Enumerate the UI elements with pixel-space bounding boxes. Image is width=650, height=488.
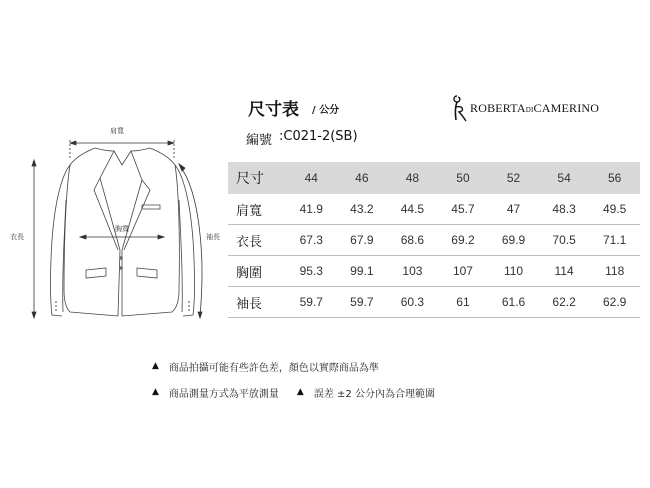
size-46: 46 (337, 162, 388, 194)
table-row-shoulder (228, 194, 640, 225)
table-cell: 61 (438, 287, 489, 318)
table-cell: 44.5 (387, 194, 438, 225)
size-56: 56 (589, 162, 640, 194)
model-number: :C021-2(SB) (279, 129, 358, 144)
table-cell: 69.9 (488, 225, 539, 256)
table-cell: 69.2 (438, 225, 489, 256)
table-cell: 95.3 (286, 256, 337, 287)
row-label: 衣長 (228, 225, 286, 256)
table-cell: 45.7 (438, 194, 489, 225)
shoulder-label: 肩寬 (110, 127, 124, 135)
note-color-disclaimer: 商品拍攝可能有些許色差，顏色以實際商品為準 (168, 362, 379, 374)
triangle-bullet-icon: ▲ (152, 387, 159, 397)
size-48: 48 (387, 162, 438, 194)
table-cell: 59.7 (337, 287, 388, 318)
note-line-2 (152, 379, 435, 405)
note-tolerance: 誤差 ±2 公分內為合理範圍 (313, 388, 435, 400)
size-52: 52 (488, 162, 539, 194)
triangle-bullet-icon: ▲ (296, 387, 304, 397)
roberta-r-logo-icon (452, 93, 468, 123)
brand-logo (452, 93, 599, 123)
length-label: 衣長 (10, 233, 24, 241)
table-cell: 43.2 (337, 194, 388, 225)
size-54: 54 (539, 162, 590, 194)
table-cell: 68.6 (387, 225, 438, 256)
page-title: 尺寸表 (248, 100, 299, 120)
table-cell: 67.3 (286, 225, 337, 256)
chest-label: 胸寬 (115, 225, 129, 233)
jacket-icon (0, 110, 230, 330)
model-label: 編號 (246, 133, 273, 148)
table-cell: 60.3 (387, 287, 438, 318)
table-cell: 70.5 (539, 225, 590, 256)
table-cell: 99.1 (337, 256, 388, 287)
note-measure-method: 商品測量方式為平放測量 (168, 388, 279, 400)
size-44: 44 (286, 162, 337, 194)
size-table (228, 162, 640, 318)
table-cell: 49.5 (589, 194, 640, 225)
table-cell: 114 (539, 256, 590, 287)
table-cell: 41.9 (286, 194, 337, 225)
table-row-sleeve (228, 287, 640, 318)
row-label: 袖長 (228, 287, 286, 318)
table-row-chest (228, 256, 640, 287)
table-cell: 71.1 (589, 225, 640, 256)
unit-label: / 公分 (312, 105, 340, 116)
table-cell: 59.7 (286, 287, 337, 318)
table-cell: 48.3 (539, 194, 590, 225)
note-line-1 (152, 353, 435, 379)
size-header-label: 尺寸 (228, 162, 286, 194)
table-cell: 67.9 (337, 225, 388, 256)
row-label: 肩寬 (228, 194, 286, 225)
table-cell: 103 (387, 256, 438, 287)
brand-name: ROBERTADICAMERINO (470, 100, 600, 115)
table-cell: 62.2 (539, 287, 590, 318)
table-cell: 61.6 (488, 287, 539, 318)
notes (152, 353, 435, 405)
triangle-bullet-icon: ▲ (152, 361, 159, 371)
table-row-length (228, 225, 640, 256)
table-header-row (228, 162, 640, 194)
table-cell: 107 (438, 256, 489, 287)
table-cell: 47 (488, 194, 539, 225)
row-label: 胸圍 (228, 256, 286, 287)
jacket-measurement-figure (0, 110, 230, 330)
sleeve-label: 袖長 (206, 233, 220, 241)
table-cell: 118 (589, 256, 640, 287)
table-cell: 110 (488, 256, 539, 287)
table-cell: 62.9 (589, 287, 640, 318)
size-50: 50 (438, 162, 489, 194)
